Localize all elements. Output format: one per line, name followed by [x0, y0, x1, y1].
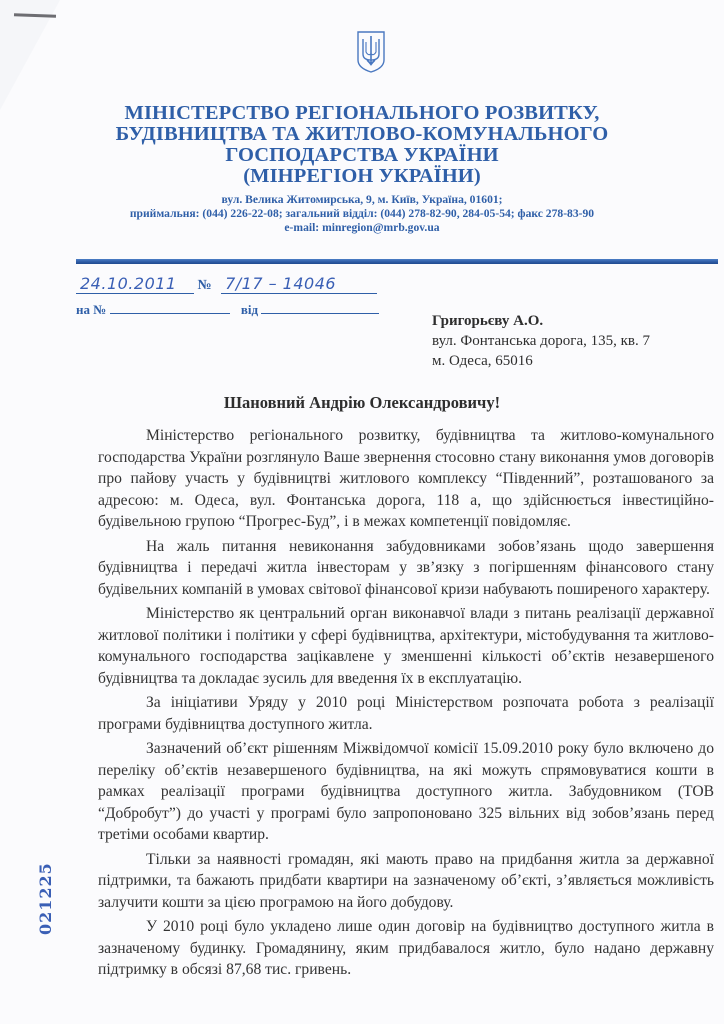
registration-line	[76, 274, 377, 294]
ministry-name-line-4: (МІНРЕГІОН УКРАЇНИ)	[243, 165, 481, 187]
ministry-address: вул. Велика Житомирська, 9, м. Київ, Україна, 01601;	[221, 193, 503, 206]
letterhead-divider	[76, 259, 718, 264]
ministry-phones: приймальня: (044) 226-22-08; загальний відділ: (044) 278-82-90, 284-05-54; факс 278-83-90	[129, 207, 595, 220]
ministry-name-line-3: ГОСПОДАРСТВА УКРАЇНИ	[225, 144, 499, 166]
paragraph: За ініціативи Уряду у 2010 році Міністерством розпочата робота з реалізації програми будівництва доступного житла.	[98, 694, 714, 733]
ministry-name-line-1: МІНІСТЕРСТВО РЕГІОНАЛЬНОГО РОЗВИТКУ,	[124, 102, 600, 124]
paragraph: У 2010 році було укладено лише один договір на будівництво доступного житла в зазначеному будинку. Громадянину, яким придбавалося житло, було надано державну підтримку в обсязі 87,68 тис. гривень.	[98, 918, 714, 978]
paragraph: Міністерство регіонального розвитку, будівництва та житлово-комунального господарства України розглянуло Ваше звернення стосовно стану виконання умов договорів про пайову участь у будівництві житлового комплексу “Південний”, розташованого за адресою: м. Одеса, вул. Фонтанська дорога, 118 а, що здійснюється інвестиційно-будівельною групою “Прогрес-Буд”, і в межах компетенції повідомляє.	[98, 427, 714, 530]
paragraph: Зазначений об’єкт рішенням Міжвідомчої комісії 15.09.2010 року було включено до переліку об’єктів незавершеного будівництва, на які можуть спрямовуватися кошти в рамках реалізації програми будівництва доступного житла. Забудовником (ТОВ “Добробут”) до участі у програмі було запропоновано 325 вільних від зобов’язань перед третіми особами квартир.	[98, 740, 714, 843]
outgoing-number: 7/17 – 14046	[221, 274, 377, 294]
salutation: Шановний Андрію Олександровичу!	[223, 393, 501, 412]
outgoing-date: 24.10.2011	[76, 274, 194, 294]
in-reply-label: на №	[76, 302, 107, 317]
paragraph: Тільки за наявності громадян, які мають право на придбання житла за державної підтримки, та бажають придбати квартири на зазначеному об’єкті, з’являється можливість залучити кошти за цією програмою на його добудову.	[98, 850, 714, 911]
from-date-blank	[261, 302, 379, 314]
letterhead	[60, 103, 664, 235]
addressee-city: м. Одеса, 65016	[432, 353, 533, 369]
paragraph: Міністерство як центральний орган виконавчої влади з питань реалізації державної житлової політики і політики у сфері будівництва, архітектури, містобудування та житлово-комунального господарства зацікавлене у зменшенні кількості об’єктів незавершеного будівництва та докладає зусиль для введення їх в експлуатацію.	[98, 605, 714, 687]
coat-of-arms-icon	[356, 30, 386, 74]
from-label: від	[240, 302, 259, 317]
ministry-name-line-2: БУДІВНИЦТВА ТА ЖИТЛОВО-КОМУНАЛЬНОГО	[115, 123, 609, 145]
addressee-block	[432, 311, 650, 371]
paragraph: На жаль питання невиконання забудовниками зобов’язань щодо завершення будівництва і передачі житла інвесторам у зв’язку з погіршенням фінансового стану будівельних компаній в умовах світової фінансової кризи набувають поширеного характеру.	[98, 537, 714, 598]
number-label: №	[197, 278, 212, 293]
addressee-street: вул. Фонтанська дорога, 135, кв. 7	[432, 333, 650, 349]
side-stamp-number: 021225	[36, 862, 55, 935]
reply-reference-line	[76, 302, 379, 318]
letter-body	[98, 425, 714, 984]
addressee-name: Григорьєву А.О.	[432, 313, 544, 329]
ministry-email: e-mail: minregion@mrb.gov.ua	[284, 221, 440, 234]
in-reply-number-blank	[110, 302, 230, 314]
